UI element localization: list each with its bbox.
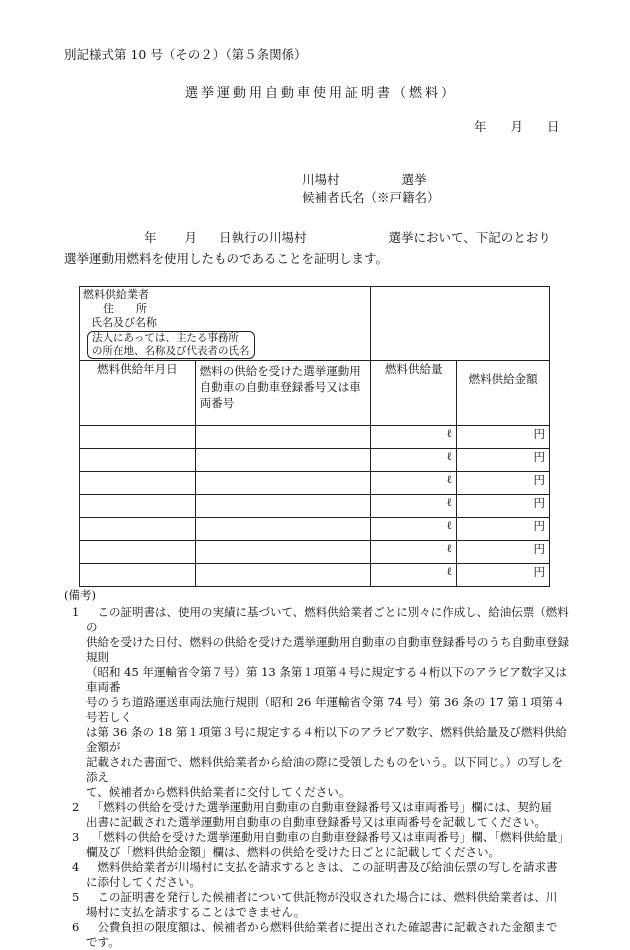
remarks-heading: (備考) <box>64 588 96 602</box>
corporation-note: 法人にあっては、主たる事務所 の所在地、名称及び代表者の氏名 <box>87 331 255 359</box>
remark-item: 1 この証明書は、使用の実績に基づいて、燃料供給業者ごとに別々に作成し、給油伝票（燃料の 供給を受けた日付、燃料の供給を受けた選挙運動用自動車の自動車登録番号のうち自動車登録規則 （昭和 45 年運輸省令第７号）第 13 条第１項第４号に規定する４桁以下のアラビア数字又は車両番 号のうち道路運送車両法施行規則（昭和 26 年運輸省令第 74 号）第 36 条の 17 第１項第４号若しく は第 36 条の 18 第１項第３号に規定する４桁以下のアラビア数字、燃料供給量及び燃料供給金額が 記載された書面で、燃料供給業者から給油の際に受領したものをいう。以下同じ。）の写しを添え て、候補者から燃料供給業者に交付してください。 <box>72 605 569 799</box>
quantity-cell[interactable]: ℓ <box>371 449 457 472</box>
amount-cell[interactable]: 円 <box>457 495 550 518</box>
issue-date <box>474 117 560 135</box>
remark-item: 6 公費負担の限度額は、候補者から燃料供給業者に提出された確認書に記載された金額まで です。 <box>72 920 558 949</box>
registration-cell[interactable] <box>195 518 371 541</box>
registration-cell[interactable] <box>195 541 371 564</box>
table-row <box>80 564 550 587</box>
date-cell[interactable] <box>80 426 196 449</box>
date-year-label: 年 <box>474 119 487 134</box>
address-label: 住 所 <box>103 302 147 315</box>
amount-cell[interactable]: 円 <box>457 472 550 495</box>
registration-cell[interactable] <box>195 495 371 518</box>
date-cell[interactable] <box>80 541 196 564</box>
name-label: 氏名及び名称 <box>91 316 157 329</box>
date-cell[interactable] <box>80 472 196 495</box>
table-row <box>80 541 550 564</box>
table-row <box>80 449 550 472</box>
col-registration-header: 燃料の供給を受けた選挙運動用自動車の自動車登録番号又は車両番号 <box>195 361 371 426</box>
supplier-info-cell <box>80 287 371 361</box>
registration-cell[interactable] <box>195 472 371 495</box>
certification-line-1: 年 月 日執行の川場村 選挙において、下記のとおり <box>144 230 551 245</box>
remarks-section <box>64 587 574 950</box>
election-label: 選挙 <box>401 172 427 187</box>
table-row <box>80 518 550 541</box>
quantity-cell[interactable]: ℓ <box>371 518 457 541</box>
remark-item: 2 「燃料の供給を受けた選挙運動用自動車の自動車登録番号又は車両番号」欄には、契約届 出書に記載された選挙運動用自動車の自動車登録番号又は車両番号を記載してください。 <box>72 800 552 829</box>
certification-line-2: 選挙運動用燃料を使用したものであることを証明します。 <box>64 251 389 266</box>
certification-statement <box>64 227 551 269</box>
table-row <box>80 426 550 449</box>
candidate-name-label: 候補者氏名（※戸籍名） <box>302 190 440 205</box>
amount-cell[interactable]: 円 <box>457 426 550 449</box>
amount-cell[interactable]: 円 <box>457 541 550 564</box>
date-cell[interactable] <box>80 564 196 587</box>
date-cell[interactable] <box>80 449 196 472</box>
quantity-cell[interactable]: ℓ <box>371 472 457 495</box>
col-quantity-header: 燃料供給量 <box>371 361 457 426</box>
table-row <box>80 472 550 495</box>
village-name: 川場村 <box>302 172 340 187</box>
amount-cell[interactable]: 円 <box>457 518 550 541</box>
amount-cell[interactable]: 円 <box>457 449 550 472</box>
registration-cell[interactable] <box>195 449 371 472</box>
remark-item: 3 「燃料の供給を受けた選挙運動用自動車の自動車登録番号又は車両番号」欄、「燃料供給量」 欄及び「燃料供給金額」欄は、燃料の供給を受けた日ごとに記載してください。 <box>72 830 569 859</box>
amount-cell[interactable]: 円 <box>457 564 550 587</box>
registration-cell[interactable] <box>195 564 371 587</box>
supplier-label: 燃料供給業者 <box>83 288 149 301</box>
date-month-label: 月 <box>510 119 524 134</box>
col-date-header: 燃料供給年月日 <box>80 361 196 426</box>
table-header-row <box>80 361 550 426</box>
col-amount-header: 燃料供給金額 <box>457 361 550 426</box>
remark-item: 5 この証明書を発行した候補者について供託物が没収された場合には、燃料供給業者は、川 場村に支払を請求することはできません。 <box>72 890 558 919</box>
quantity-cell[interactable]: ℓ <box>371 564 457 587</box>
table-row <box>80 495 550 518</box>
date-day-label: 日 <box>547 119 560 134</box>
date-cell[interactable] <box>80 495 196 518</box>
registration-cell[interactable] <box>195 426 371 449</box>
date-cell[interactable] <box>80 518 196 541</box>
quantity-cell[interactable]: ℓ <box>371 426 457 449</box>
page-title: 選挙運動用自動車使用証明書（燃料） <box>185 86 458 101</box>
supplier-value-cell[interactable] <box>371 287 550 361</box>
quantity-cell[interactable]: ℓ <box>371 541 457 564</box>
remark-item: 4 燃料供給業者が川場村に支払を請求するときは、この証明書及び給油伝票の写しを請求書 に添付してください。 <box>72 860 558 889</box>
form-number: 別記様式第 10 号（その２）（第５条関係） <box>64 47 307 62</box>
fuel-table <box>79 286 550 587</box>
candidate-election-line <box>302 170 427 188</box>
quantity-cell[interactable]: ℓ <box>371 495 457 518</box>
